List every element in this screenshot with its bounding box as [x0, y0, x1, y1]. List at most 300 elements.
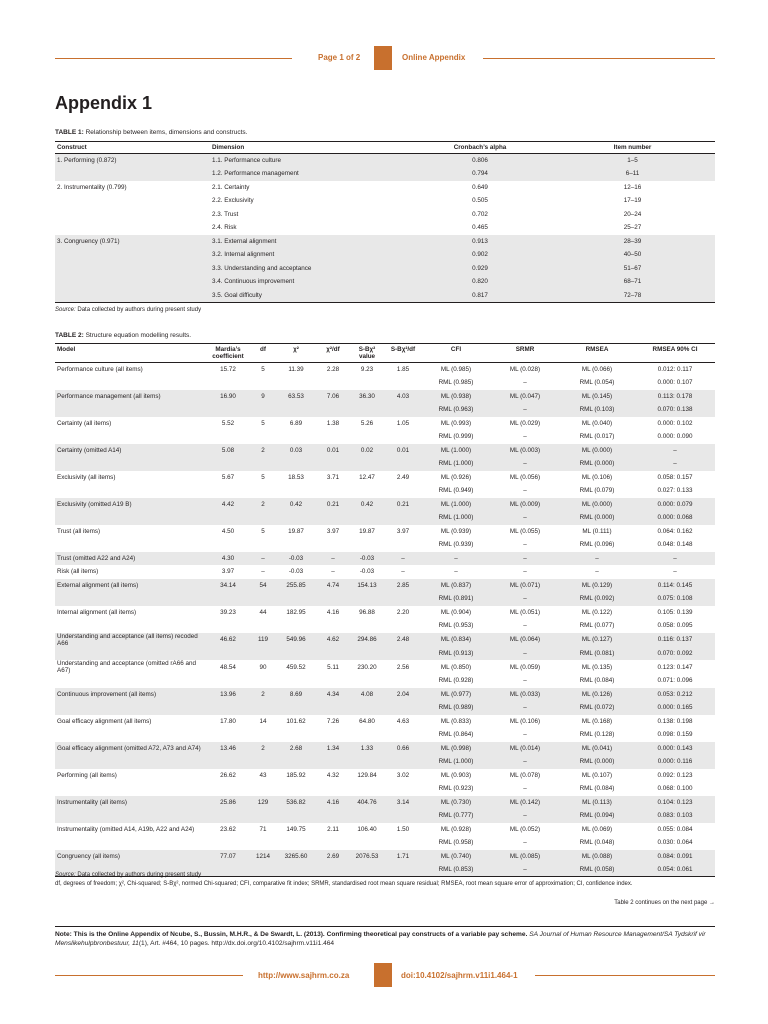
- table-row: [55, 579, 715, 593]
- table-cell: [385, 430, 421, 444]
- table-row: [55, 728, 715, 742]
- table-row: [55, 660, 715, 674]
- table-cell: ML (0.993): [440, 419, 472, 427]
- table-cell: Goal efficacy alignment (all items): [57, 717, 152, 725]
- table-cell: ML (0.040): [581, 419, 613, 427]
- table-row: [55, 208, 715, 222]
- footer-url-link[interactable]: http://www.sajhrm.co.za: [258, 971, 350, 980]
- table-cell: 26.62: [220, 771, 236, 779]
- table2-header-cell: RMSEA 90% CI: [635, 344, 715, 363]
- table-cell: 3.14: [385, 796, 421, 810]
- table-cell: RML (0.985): [438, 379, 474, 387]
- table-cell: 0.000: 0.102: [657, 419, 693, 427]
- table-cell: ML (0.055): [509, 527, 541, 535]
- table-row: [55, 376, 715, 390]
- table-cell: 182.95: [286, 608, 306, 616]
- table-cell: 3.5. Goal difficulty: [210, 289, 410, 303]
- table-cell: 4.62: [317, 633, 349, 647]
- table-cell: 4.30: [205, 552, 251, 566]
- table-cell: 154.13: [349, 579, 385, 593]
- table-cell: Trust (all items): [57, 527, 101, 535]
- table-cell: 0.055: 0.084: [657, 825, 693, 833]
- table-cell: [251, 484, 275, 498]
- table-cell: [275, 647, 317, 661]
- table-row: [55, 769, 715, 783]
- table2-header-cell: SRMR: [491, 344, 559, 363]
- table-cell: 77.07: [205, 850, 251, 864]
- table2-header-cell: RMSEA: [559, 344, 635, 363]
- table-cell: 2: [251, 688, 275, 702]
- table-cell: [251, 674, 275, 688]
- table-cell: [275, 782, 317, 796]
- table-cell: 3265.60: [275, 850, 317, 864]
- table-cell: 0.084: 0.091: [635, 850, 715, 864]
- table1: [55, 141, 715, 303]
- table-cell: [385, 403, 421, 417]
- table-cell: 17.80: [220, 717, 236, 725]
- table-cell: [385, 728, 421, 742]
- table-row: [55, 633, 715, 647]
- table-cell: –: [491, 809, 559, 823]
- table-cell: ML (0.088): [559, 850, 635, 864]
- table-cell: 0.048: 0.148: [657, 541, 693, 549]
- table-cell: –: [595, 568, 599, 576]
- table-cell: [317, 782, 349, 796]
- table-cell: –: [401, 568, 405, 576]
- table-cell: [251, 701, 275, 715]
- table-cell: Exclusivity (all items): [57, 473, 116, 481]
- table-cell: [55, 836, 205, 850]
- table-cell: RML (0.072): [559, 701, 635, 715]
- table-cell: [251, 619, 275, 633]
- table-cell: 0.068: 0.100: [657, 785, 693, 793]
- table-cell: 1.34: [317, 742, 349, 756]
- table-cell: Certainty (all items): [57, 419, 112, 427]
- table-cell: 2: [251, 742, 275, 756]
- table-cell: [275, 836, 317, 850]
- table-cell: 3.1. External alignment: [210, 235, 410, 249]
- table1-caption: TABLE 1: Relationship between items, dimensions and constructs.: [55, 129, 248, 136]
- table-cell: [251, 511, 275, 525]
- table-cell: –: [261, 568, 265, 576]
- table-cell: ML (0.059): [509, 663, 541, 671]
- table-cell: ML (0.142): [491, 796, 559, 810]
- table-cell: 0.058: 0.157: [657, 473, 693, 481]
- table-cell: –: [635, 457, 715, 471]
- table-cell: RML (0.891): [421, 592, 491, 606]
- table-cell: ML (0.066): [581, 366, 613, 373]
- table-cell: ML (0.122): [581, 608, 613, 616]
- table-cell: 0.113: 0.178: [635, 390, 715, 404]
- table-cell: 16.90: [205, 390, 251, 404]
- table-cell: [275, 674, 317, 688]
- table2-source: Source: Data collected by authors during present study: [55, 872, 202, 878]
- table1-header-cell: Item number: [550, 142, 715, 154]
- table-cell: –: [523, 677, 527, 685]
- table-cell: 536.82: [275, 796, 317, 810]
- table-cell: 3.97: [326, 527, 340, 535]
- table-cell: [205, 647, 251, 661]
- table-cell: 17–19: [623, 197, 642, 205]
- table-cell: 1.1. Performance culture: [210, 154, 410, 168]
- table-cell: 1–5: [550, 154, 715, 168]
- table-cell: ML (0.926): [440, 473, 472, 481]
- table-cell: -0.03: [275, 552, 317, 566]
- table-cell: –: [491, 647, 559, 661]
- table-row: [55, 403, 715, 417]
- table-cell: ML (0.928): [440, 825, 472, 833]
- table-cell: 40–50: [550, 248, 715, 262]
- table-cell: 39.23: [220, 608, 236, 616]
- table-cell: ML (0.126): [559, 688, 635, 702]
- table-row: [55, 701, 715, 715]
- table-cell: 0.070: 0.092: [635, 647, 715, 661]
- table-cell: Trust (omitted A22 and A24): [55, 552, 205, 566]
- table-cell: 64.80: [359, 717, 375, 725]
- footer-accent-block: [374, 963, 392, 987]
- table-cell: [317, 836, 349, 850]
- table-cell: 3.4. Continuous improvement: [210, 275, 410, 289]
- table-cell: 7.06: [317, 390, 349, 404]
- table-cell: 96.88: [359, 608, 375, 616]
- table-cell: 71: [259, 825, 267, 833]
- table-row: [55, 850, 715, 864]
- table-cell: 0.820: [410, 275, 550, 289]
- table-cell: 129: [251, 796, 275, 810]
- table-cell: 0.098: 0.159: [657, 731, 693, 739]
- table-cell: Congruency (all items): [55, 850, 205, 864]
- table-cell: -0.03: [359, 568, 375, 576]
- table-row: [55, 674, 715, 688]
- table-cell: 101.62: [286, 717, 306, 725]
- table-cell: 0.053: 0.212: [635, 688, 715, 702]
- table-cell: Understanding and acceptance (all items) recoded A66: [55, 633, 205, 647]
- table-cell: [251, 457, 275, 471]
- table-cell: [55, 289, 210, 303]
- table-row: [55, 444, 715, 458]
- table-cell: [251, 755, 275, 769]
- table-cell: 0.66: [385, 742, 421, 756]
- footer-doi-link[interactable]: doi:10.4102/sajhrm.v11i1.464-1: [401, 971, 518, 980]
- table-row: [55, 796, 715, 810]
- table-cell: ML (0.903): [440, 771, 472, 779]
- table-cell: 8.69: [275, 688, 317, 702]
- table-cell: 2: [251, 498, 275, 512]
- table-cell: 4.03: [385, 390, 421, 404]
- table-cell: –: [491, 755, 559, 769]
- table-cell: [349, 782, 385, 796]
- header-section-label: Online Appendix: [402, 53, 466, 62]
- table-cell: [317, 701, 349, 715]
- table-cell: 0.123: 0.147: [657, 663, 693, 671]
- table-cell: ML (0.000): [559, 444, 635, 458]
- table-cell: [385, 538, 421, 552]
- table-cell: [55, 728, 205, 742]
- table-row: [55, 538, 715, 552]
- table-cell: ML (0.085): [491, 850, 559, 864]
- table-cell: –: [491, 592, 559, 606]
- table-cell: 4.63: [396, 717, 410, 725]
- table-cell: [55, 511, 205, 525]
- table-cell: 2.85: [385, 579, 421, 593]
- table-cell: [55, 701, 205, 715]
- table-cell: RML (0.939): [438, 541, 474, 549]
- table-cell: [55, 782, 205, 796]
- table-cell: 0.000: 0.165: [635, 701, 715, 715]
- table-cell: [275, 863, 317, 877]
- table-row: [55, 511, 715, 525]
- table-cell: 3. Congruency (0.971): [55, 235, 210, 249]
- table-cell: ML (0.106): [509, 717, 541, 725]
- table-cell: –: [491, 511, 559, 525]
- table-cell: 0.000: 0.116: [635, 755, 715, 769]
- table-cell: [251, 863, 275, 877]
- table2-header-cell: S-Bχ²/df: [385, 344, 421, 363]
- table-cell: Understanding and acceptance (omitted rA66 and A67): [57, 660, 196, 674]
- table-cell: [349, 403, 385, 417]
- table2-header-cell: S-Bχ² value: [349, 344, 385, 363]
- table-cell: 0.465: [472, 224, 488, 232]
- table-cell: 14: [259, 717, 267, 725]
- table-cell: [251, 728, 275, 742]
- table-cell: [251, 376, 275, 390]
- table2-abbreviations: df, degrees of freedom; χ², Chi-squared; S-Bχ², normed Chi-squared; CFI, comparative fit index; SRMR, standardised root mean square residual; RMSEA, root mean square error of approximation; CI, confidence index.: [55, 881, 633, 887]
- table-cell: 4.32: [326, 771, 340, 779]
- table-cell: 1. Performing (0.872): [55, 154, 210, 168]
- table-cell: RML (0.000): [559, 457, 635, 471]
- table-cell: RML (0.853): [421, 863, 491, 877]
- table-cell: [55, 674, 205, 688]
- table-row: [55, 755, 715, 769]
- table-cell: 5.26: [360, 419, 374, 427]
- table-cell: ML (0.033): [491, 688, 559, 702]
- table-cell: [317, 430, 349, 444]
- table-cell: 459.52: [286, 663, 306, 671]
- table-cell: ML (0.056): [509, 473, 541, 481]
- table-cell: [385, 863, 421, 877]
- table-cell: 7.26: [326, 717, 340, 725]
- table-cell: ML (0.135): [581, 663, 613, 671]
- table-cell: [385, 755, 421, 769]
- table-cell: 0.913: [410, 235, 550, 249]
- table-row: [55, 289, 715, 303]
- table-cell: ML (0.029): [509, 419, 541, 427]
- table-cell: ML (0.041): [559, 742, 635, 756]
- table-cell: RML (1.000): [421, 755, 491, 769]
- table-cell: [205, 836, 251, 850]
- table-cell: –: [673, 568, 677, 576]
- table-cell: Internal alignment (all items): [57, 608, 137, 616]
- table-cell: 2.28: [326, 366, 340, 373]
- table-cell: [55, 208, 210, 222]
- table-cell: [55, 430, 205, 444]
- table-cell: RML (0.094): [559, 809, 635, 823]
- table-cell: ML (0.064): [491, 633, 559, 647]
- table-cell: ML (0.113): [559, 796, 635, 810]
- table-row: [55, 194, 715, 208]
- table-cell: –: [523, 622, 527, 630]
- table-cell: [205, 755, 251, 769]
- table2-header-cell: CFI: [421, 344, 491, 363]
- table-cell: Certainty (omitted A14): [55, 444, 205, 458]
- table-cell: [251, 647, 275, 661]
- table-cell: –: [331, 568, 335, 576]
- table-cell: 106.40: [357, 825, 377, 833]
- table-cell: Performing (all items): [57, 771, 117, 779]
- table-cell: [317, 728, 349, 742]
- table-cell: [275, 403, 317, 417]
- table2-header-cell: df: [251, 344, 275, 363]
- table-cell: 4.16: [326, 608, 340, 616]
- table-cell: [205, 376, 251, 390]
- page-title: Appendix 1: [55, 93, 153, 113]
- table-cell: [385, 511, 421, 525]
- table-cell: [251, 782, 275, 796]
- table-cell: RML (0.084): [579, 785, 615, 793]
- table-cell: [205, 809, 251, 823]
- table-cell: [55, 592, 205, 606]
- table-cell: –: [491, 863, 559, 877]
- table-cell: [275, 511, 317, 525]
- table-cell: 6.89: [289, 419, 303, 427]
- table-cell: [251, 403, 275, 417]
- table-cell: RML (0.958): [438, 839, 474, 847]
- table-cell: [385, 647, 421, 661]
- table-cell: Performance management (all items): [55, 390, 205, 404]
- table-cell: ML (0.939): [440, 527, 472, 535]
- table-cell: 4.50: [221, 527, 235, 535]
- table-cell: ML (0.904): [440, 608, 472, 616]
- table-cell: 68–71: [550, 275, 715, 289]
- table-cell: 0.929: [410, 262, 550, 276]
- table-cell: ML (0.834): [421, 633, 491, 647]
- table-cell: 0.902: [410, 248, 550, 262]
- table-cell: 90: [259, 663, 267, 671]
- table-cell: RML (0.081): [559, 647, 635, 661]
- table-cell: RML (0.963): [421, 403, 491, 417]
- table1-header-cell: Cronbach’s alpha: [410, 142, 550, 154]
- table-cell: [275, 619, 317, 633]
- table-cell: [55, 755, 205, 769]
- table-cell: 185.92: [286, 771, 306, 779]
- table-cell: [317, 538, 349, 552]
- table-cell: –: [523, 541, 527, 549]
- table-cell: ML (0.047): [491, 390, 559, 404]
- table-cell: ML (1.000): [421, 498, 491, 512]
- table-cell: 549.96: [275, 633, 317, 647]
- table-cell: 72–78: [550, 289, 715, 303]
- table-cell: ML (0.069): [581, 825, 613, 833]
- table-cell: 4.34: [317, 688, 349, 702]
- table-cell: 5: [261, 366, 265, 373]
- table-cell: 5.11: [327, 663, 339, 671]
- table-cell: ML (0.052): [509, 825, 541, 833]
- table-row: [55, 181, 715, 195]
- table-cell: 0.114: 0.145: [635, 579, 715, 593]
- table-cell: ML (0.014): [491, 742, 559, 756]
- table2-header-cell: Mardia’s coefficient: [205, 344, 251, 363]
- table-cell: [205, 863, 251, 877]
- table-cell: ML (0.071): [491, 579, 559, 593]
- table-row: [55, 782, 715, 796]
- table-cell: 0.116: 0.137: [635, 633, 715, 647]
- table-cell: 54: [251, 579, 275, 593]
- table-cell: RML (0.054): [579, 379, 615, 387]
- table-cell: 3.02: [396, 771, 410, 779]
- table-cell: 0.075: 0.108: [635, 592, 715, 606]
- table-cell: 0.21: [317, 498, 349, 512]
- table-cell: –: [523, 568, 527, 576]
- table-cell: [55, 167, 210, 181]
- table-cell: 0.000: 0.143: [635, 742, 715, 756]
- table-cell: ML (0.168): [581, 717, 613, 725]
- table2-header-cell: Model: [55, 344, 205, 363]
- table-cell: 0.054: 0.061: [635, 863, 715, 877]
- table-cell: 0.092: 0.123: [657, 771, 693, 779]
- table-cell: [275, 538, 317, 552]
- table-cell: ML (0.850): [440, 663, 472, 671]
- table-cell: 2.3. Trust: [212, 210, 239, 218]
- table1-source: Source: Data collected by authors during present study: [55, 307, 202, 313]
- table-cell: [317, 619, 349, 633]
- table-cell: [317, 511, 349, 525]
- table-cell: Risk (all items): [57, 568, 99, 576]
- table-cell: [317, 403, 349, 417]
- table-cell: ML (1.000): [421, 444, 491, 458]
- table-cell: [349, 430, 385, 444]
- table-cell: [349, 674, 385, 688]
- table-cell: 3.71: [326, 473, 340, 481]
- table-cell: RML (0.017): [579, 433, 615, 441]
- table-cell: [317, 457, 349, 471]
- table-cell: –: [635, 444, 715, 458]
- table-cell: 0.806: [410, 154, 550, 168]
- table-cell: –: [635, 552, 715, 566]
- table-cell: ML (0.028): [509, 366, 541, 373]
- table-cell: RML (0.913): [421, 647, 491, 661]
- table-cell: 0.105: 0.139: [657, 608, 693, 616]
- table-cell: 1214: [251, 850, 275, 864]
- table-cell: 2.56: [396, 663, 410, 671]
- table-cell: [55, 484, 205, 498]
- table-cell: RML (0.103): [559, 403, 635, 417]
- header-accent-block: [374, 46, 392, 70]
- table-cell: [317, 647, 349, 661]
- table-cell: 0.104: 0.123: [635, 796, 715, 810]
- table-cell: [385, 484, 421, 498]
- table-cell: 0.03: [275, 444, 317, 458]
- table-cell: 2.1. Certainty: [212, 183, 250, 191]
- table-cell: RML (0.777): [421, 809, 491, 823]
- table-cell: 9.23: [360, 366, 374, 373]
- table-cell: RML (0.864): [438, 731, 474, 739]
- table-row: [55, 715, 715, 729]
- table-cell: [385, 619, 421, 633]
- table-row: [55, 221, 715, 235]
- table-cell: [55, 809, 205, 823]
- table-cell: RML (0.989): [421, 701, 491, 715]
- note-divider: [55, 926, 715, 927]
- table-cell: 13.96: [205, 688, 251, 702]
- table-cell: External alignment (all items): [55, 579, 205, 593]
- table-cell: –: [251, 552, 275, 566]
- table-cell: 5.08: [205, 444, 251, 458]
- table-cell: 15.72: [220, 366, 236, 373]
- table-row: [55, 363, 715, 377]
- table-row: [55, 809, 715, 823]
- table-cell: [317, 484, 349, 498]
- table-cell: [385, 674, 421, 688]
